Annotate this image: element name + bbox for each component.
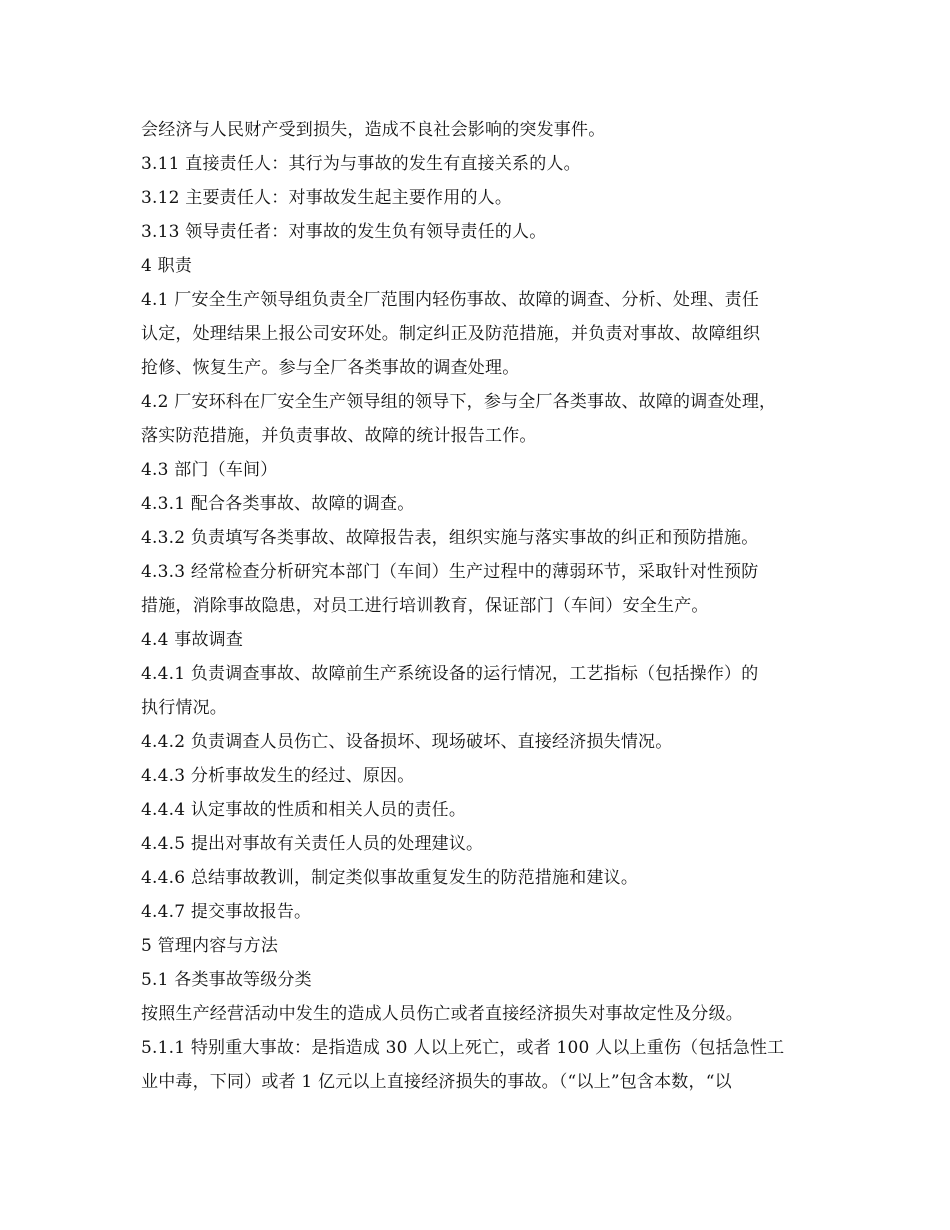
- text-line: 4.4.7 提交事故报告。: [141, 902, 312, 922]
- text-line: 认定，处理结果上报公司安环处。制定纠正及防范措施，并负责对事故、故障组织: [141, 324, 761, 344]
- text-line: 执行情况。: [141, 698, 227, 718]
- text-line: 会经济与人民财产受到损失，造成不良社会影响的突发事件。: [141, 120, 606, 140]
- text-line: 3.13 领导责任者：对事故的发生负有领导责任的人。: [141, 222, 547, 242]
- text-line: 4.2 厂安环科在厂安全生产领导组的领导下，参与全厂各类事故、故障的调查处理，: [141, 392, 777, 412]
- text-line: 4.3.1 配合各类事故、故障的调查。: [141, 494, 415, 514]
- text-line: 3.12 主要责任人：对事故发生起主要作用的人。: [141, 188, 513, 208]
- text-line: 4.4.2 负责调查人员伤亡、设备损坏、现场破坏、直接经济损失情况。: [141, 732, 673, 752]
- text-line: 措施，消除事故隐患，对员工进行培训教育，保证部门（车间）安全生产。: [141, 596, 709, 616]
- text-line: 4.4.1 负责调查事故、故障前生产系统设备的运行情况，工艺指标（包括操作）的: [141, 664, 759, 684]
- subsection-heading: 5.1 各类事故等级分类: [141, 970, 312, 990]
- text-line: 5.1.1 特别重大事故：是指造成 30 人以上死亡，或者 100 人以上重伤（包括急性工: [141, 1038, 785, 1058]
- text-line: 抢修、恢复生产。参与全厂各类事故的调查处理。: [141, 358, 520, 378]
- text-line: 4.3.3 经常检查分析研究本部门（车间）生产过程中的薄弱环节，采取针对性预防: [141, 562, 759, 582]
- text-line: 3.11 直接责任人：其行为与事故的发生有直接关系的人。: [141, 154, 581, 174]
- text-line: 4.4.3 分析事故发生的经过、原因。: [141, 766, 415, 786]
- section-heading: 4 职责: [141, 256, 193, 276]
- text-line: 4.4.4 认定事故的性质和相关人员的责任。: [141, 800, 467, 820]
- text-line: 落实防范措施，并负责事故、故障的统计报告工作。: [141, 426, 537, 446]
- subsection-heading: 4.4 事故调查: [141, 630, 244, 650]
- text-line: 业中毒，下同）或者 1 亿元以上直接经济损失的事故。（“以上”包含本数，“以: [141, 1072, 732, 1092]
- text-line: 按照生产经营活动中发生的造成人员伤亡或者直接经济损失对事故定性及分级。: [141, 1004, 743, 1024]
- text-line: 4.3.2 负责填写各类事故、故障报告表，组织实施与落实事故的纠正和预防措施。: [141, 528, 759, 548]
- text-line: 4.1 厂安全生产领导组负责全厂范围内轻伤事故、故障的调查、分析、处理、责任: [141, 290, 760, 310]
- document-body: [141, 113, 831, 1099]
- section-heading: 5 管理内容与方法: [141, 936, 279, 956]
- text-line: 4.4.5 提出对事故有关责任人员的处理建议。: [141, 834, 484, 854]
- subsection-heading: 4.3 部门（车间）: [141, 460, 278, 480]
- text-line: 4.4.6 总结事故教训，制定类似事故重复发生的防范措施和建议。: [141, 868, 639, 888]
